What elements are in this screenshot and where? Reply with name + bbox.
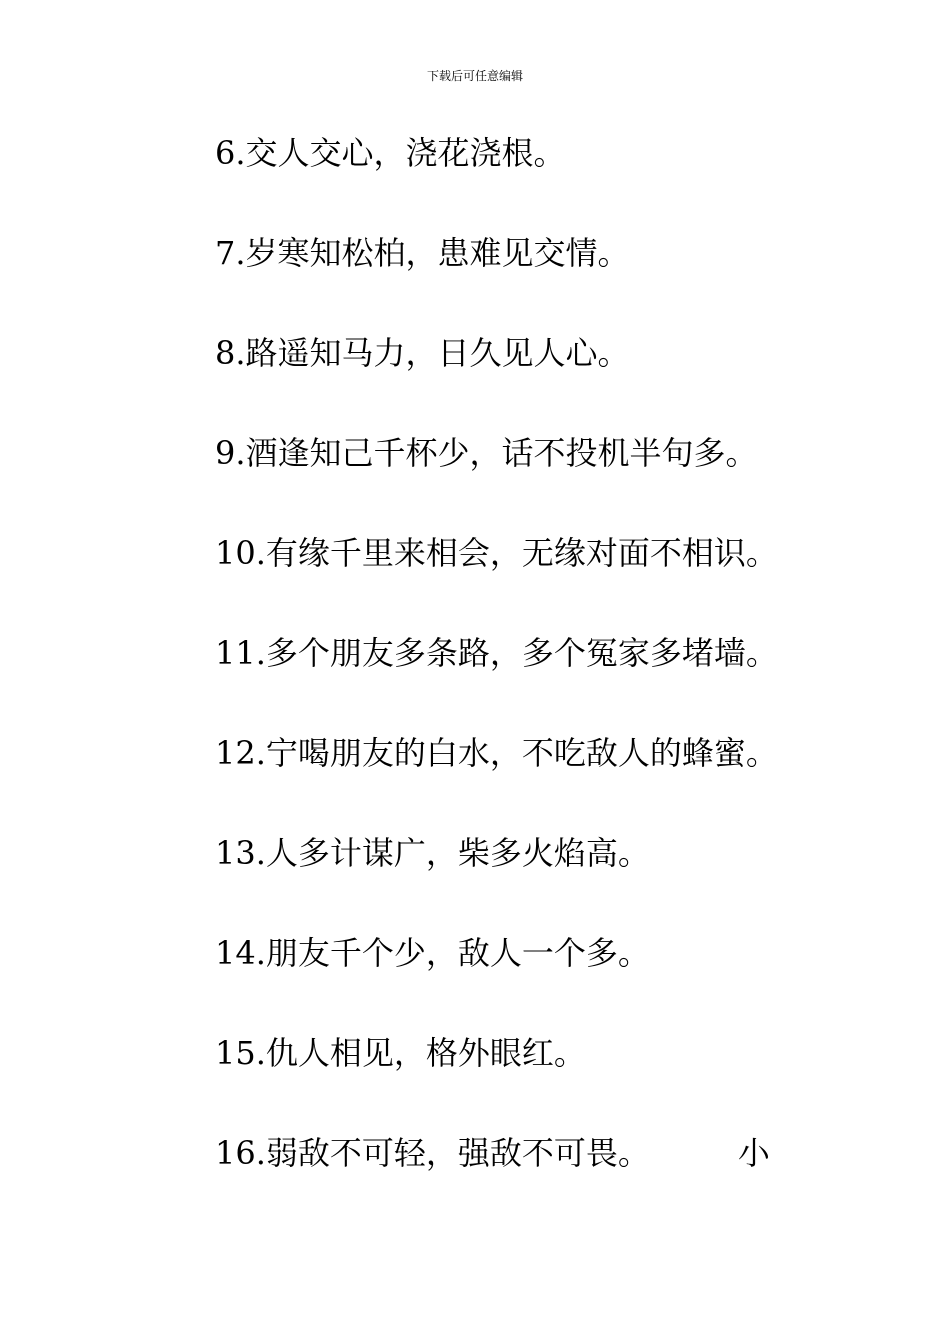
proverb-item: [215, 1028, 778, 1128]
proverb-item: [215, 328, 778, 428]
proverb-text: 仇人相见，格外眼红。: [265, 1034, 586, 1072]
proverb-item: [215, 628, 778, 728]
proverb-item: [215, 1128, 778, 1228]
proverb-text: 交人交心，浇花浇根。: [245, 134, 566, 172]
proverb-number: 15.: [215, 1034, 266, 1072]
proverb-text: 多个朋友多条路，多个冤家多堵墙。: [265, 634, 778, 672]
proverb-number: 11.: [215, 634, 266, 672]
proverb-number: 16.: [215, 1134, 266, 1172]
proverb-item: [215, 228, 778, 328]
proverb-text: 路遥知马力，日久见人心。: [245, 334, 630, 372]
proverb-item: [215, 828, 778, 928]
proverb-number: 10.: [215, 534, 266, 572]
proverb-item: [215, 528, 778, 628]
proverb-text: 岁寒知松柏，患难见交情。: [245, 234, 630, 272]
proverb-item: [215, 128, 778, 228]
proverb-item: [215, 728, 778, 828]
proverb-number: 13.: [215, 834, 266, 872]
proverb-number: 8.: [215, 334, 246, 372]
proverb-item: [215, 928, 778, 1028]
proverb-trailing-text: 小: [737, 1134, 770, 1172]
proverb-text: 酒逢知己千杯少，话不投机半句多。: [245, 434, 758, 472]
proverb-list: [215, 128, 778, 1228]
proverb-text: 宁喝朋友的白水，不吃敌人的蜂蜜。: [265, 734, 778, 772]
proverb-text: 人多计谋广，柴多火焰高。: [265, 834, 650, 872]
proverb-text: 弱敌不可轻，强敌不可畏。: [265, 1134, 650, 1172]
proverb-text: 有缘千里来相会，无缘对面不相识。: [265, 534, 778, 572]
proverb-number: 7.: [215, 234, 246, 272]
proverb-number: 14.: [215, 934, 266, 972]
proverb-number: 9.: [215, 434, 246, 472]
proverb-number: 12.: [215, 734, 266, 772]
page-header: 下载后可任意编辑: [426, 69, 523, 83]
proverb-number: 6.: [215, 134, 246, 172]
proverb-item: [215, 428, 778, 528]
proverb-text: 朋友千个少，敌人一个多。: [265, 934, 650, 972]
